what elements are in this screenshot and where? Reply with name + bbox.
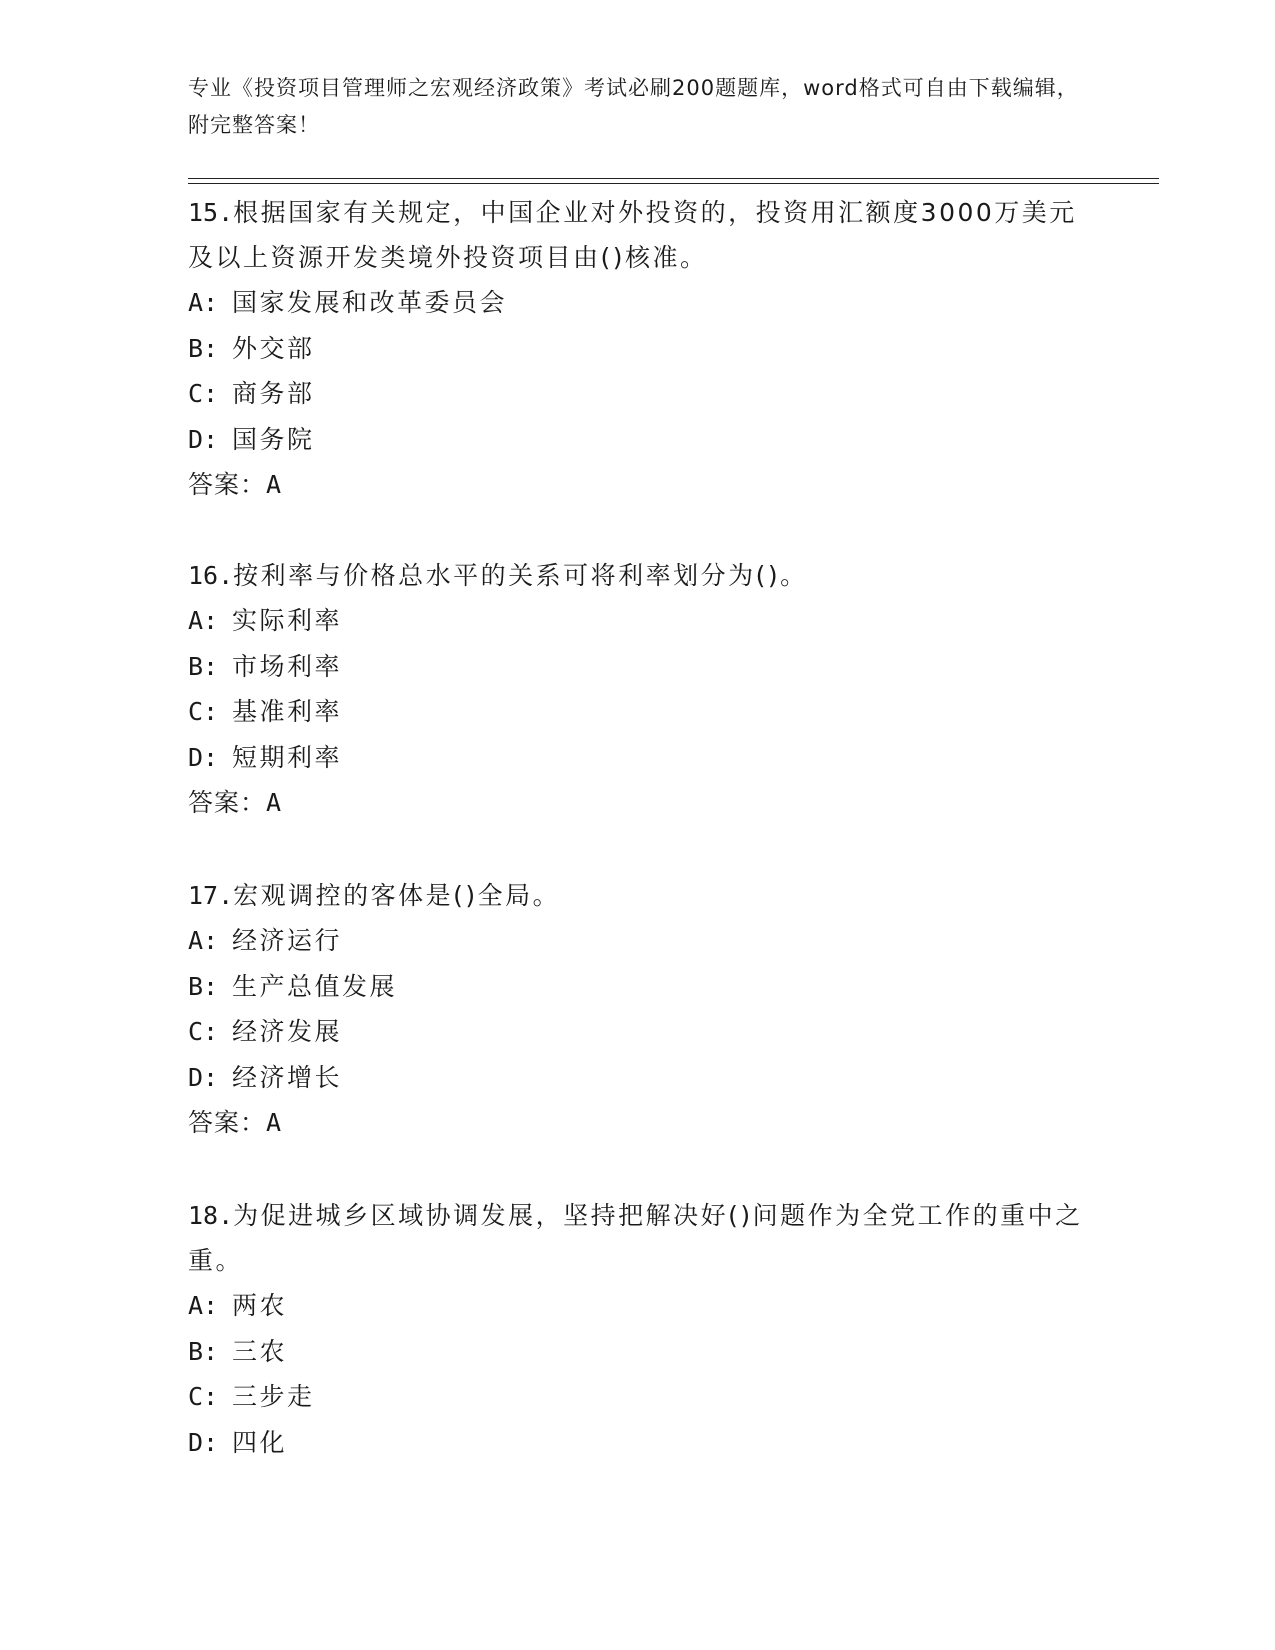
option-text: 外交部 [232,333,315,363]
option-letter: D: [188,1427,219,1457]
question-text: 根据国家有关规定，中国企业对外投资的，投资用汇额度3000万美元及以上资源开发类境外投资项目由()核准。 [188,198,1077,272]
option-letter: A: [188,1291,219,1320]
question-stem [188,553,1088,598]
option-text: 经济运行 [232,926,343,955]
option-text: 经济增长 [232,1062,343,1092]
option-c [188,371,1088,417]
question-stem [188,1193,1088,1283]
option-text: 三农 [232,1336,288,1366]
option-text: 市场利率 [232,651,343,681]
option-text: 国家发展和改革委员会 [232,288,508,317]
question-text: 宏观调控的客体是()全局。 [233,881,561,910]
option-a [188,598,1088,644]
option-b [188,1329,1088,1375]
option-d [188,417,1088,463]
option-b [188,644,1088,690]
option-b [188,964,1088,1010]
option-letter: C: [188,1017,219,1046]
option-letter: D: [188,424,219,454]
question-number: 18. [188,1201,234,1230]
option-letter: C: [188,1382,219,1411]
option-text: 四化 [232,1427,288,1457]
option-letter: C: [188,697,219,726]
option-text: 国务院 [232,424,315,454]
question-number: 15. [188,198,234,227]
option-letter: A: [188,288,219,317]
option-letter: B: [188,651,219,681]
option-a [188,1283,1088,1329]
answer-label: 答案： [188,788,267,817]
answer-value: A [266,470,283,499]
question-16 [188,553,1088,826]
option-letter: B: [188,1336,219,1366]
header-divider-bottom [188,183,1159,184]
option-b [188,326,1088,372]
question-18 [188,1193,1088,1465]
answer-label: 答案： [188,470,267,499]
option-c [188,1374,1088,1420]
option-a [188,918,1088,964]
option-text: 商务部 [232,379,315,408]
option-d [188,735,1088,781]
header-divider-top [188,178,1159,179]
answer-line [188,780,1088,826]
question-stem [188,190,1088,280]
question-text: 为促进城乡区域协调发展，坚持把解决好()问题作为全党工作的重中之重。 [188,1201,1083,1275]
option-letter: A: [188,606,219,635]
question-text: 按利率与价格总水平的关系可将利率划分为()。 [233,561,808,590]
option-letter: D: [188,1062,219,1092]
question-17 [188,873,1088,1146]
option-letter: C: [188,379,219,408]
option-text: 三步走 [232,1382,315,1411]
option-text: 两农 [232,1291,288,1320]
option-text: 实际利率 [232,606,343,635]
document-intro: 专业《投资项目管理师之宏观经济政策》考试必刷200题题库，word格式可自由下载编辑，附完整答案！ [188,76,1079,137]
answer-line [188,462,1088,508]
question-15 [188,190,1088,508]
answer-value: A [266,1108,283,1137]
option-text: 基准利率 [232,697,343,726]
option-d [188,1055,1088,1101]
option-letter: B: [188,971,219,1001]
option-text: 短期利率 [232,742,343,772]
option-letter: A: [188,926,219,955]
question-number: 17. [188,881,234,910]
question-stem [188,873,1088,918]
answer-label: 答案： [188,1108,267,1137]
option-letter: B: [188,333,219,363]
option-letter: D: [188,742,219,772]
option-c [188,1009,1088,1055]
option-c [188,689,1088,735]
answer-line [188,1100,1088,1146]
answer-value: A [266,788,283,817]
option-a [188,280,1088,326]
option-d [188,1420,1088,1466]
option-text: 生产总值发展 [232,971,398,1001]
question-number: 16. [188,561,234,590]
option-text: 经济发展 [232,1017,343,1046]
